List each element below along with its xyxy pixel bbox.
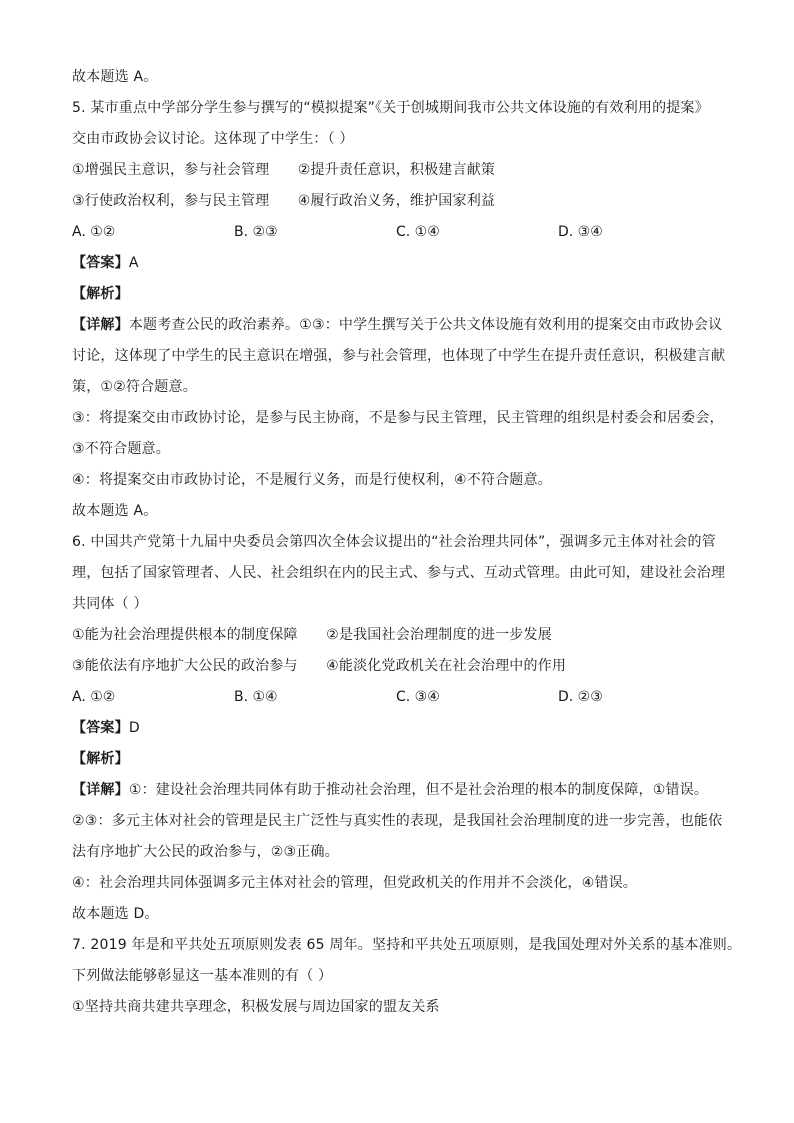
previous-conclusion: 故本题选 A。 <box>72 69 158 85</box>
analysis-tag: 【解析】 <box>72 286 129 302</box>
choice-c: C. ①④ <box>396 224 440 240</box>
question-5-detail-line-6: ④：将提案交由市政协讨论，不是履行义务，而是行使权利，④不符合题意。 <box>72 472 552 488</box>
choice-a: A. ①② <box>72 689 116 705</box>
question-5-answer <box>72 248 732 279</box>
question-7 <box>72 930 742 1023</box>
question-6-choices <box>72 682 732 713</box>
question-5-analysis-tag <box>72 279 732 310</box>
question-7-stem-line-1: 7. 2019 年是和平共处五项原则发表 65 周年。坚持和平共处五项原则，是我国处理对外关系的基本准则。 <box>72 937 742 953</box>
question-6-conclusion: 故本题选 D。 <box>72 906 159 922</box>
choice-d: D. ③④ <box>558 224 603 240</box>
question-5-conclusion: 故本题选 A。 <box>72 503 158 519</box>
question-6-answer <box>72 713 732 744</box>
question-5-detail-line-1 <box>72 310 732 341</box>
question-6-detail-line-2: ②③：多元主体对社会的管理是民主广泛性与真实性的表现，是我国社会治理制度的进一步完善，也能依 <box>72 813 723 829</box>
choice-c: C. ③④ <box>396 689 440 705</box>
question-5-statements-line-1: ①增强民主意识，参与社会管理 ②提升责任意识，积极建言献策 <box>72 162 496 178</box>
detail-tag: 【详解】 <box>72 317 129 333</box>
analysis-tag: 【解析】 <box>72 751 129 767</box>
choice-d: D. ②③ <box>558 689 603 705</box>
question-6-analysis-tag <box>72 744 732 775</box>
question-5 <box>72 93 732 527</box>
question-6-stem-line-2: 理，包括了国家管理者、人民、社会组织在内的民主式、参与式、互动式管理。由此可知，建设社会治理 <box>72 565 726 581</box>
question-6-detail-line-3: 法有序地扩大公民的政治参与，②③正确。 <box>72 844 339 860</box>
choice-a: A. ①② <box>72 224 116 240</box>
question-5-detail-line-2: 讨论，这体现了中学生的民主意识在增强，参与社会管理，也体现了中学生在提升责任意识，积极建言献 <box>72 348 726 364</box>
question-6-stem-line-3: 共同体（ ） <box>72 596 148 612</box>
detail-tag: 【详解】 <box>72 782 129 798</box>
question-5-stem-line-1: 5. 某市重点中学部分学生参与撰写的“模拟提案”《关于创城期间我市公共文体设施的有效利用的提案》 <box>72 100 709 116</box>
question-5-stem-line-2: 交由市政协会议讨论。这体现了中学生：（ ） <box>72 131 354 147</box>
question-5-detail-line-4: ③：将提案交由市政协讨论，是参与民主协商，不是参与民主管理，民主管理的组织是村委会和居委会， <box>72 410 724 426</box>
question-7-stem-line-2: 下列做法能够彰显这一基本准则的有（ ） <box>72 968 333 984</box>
question-5-choices <box>72 217 732 248</box>
question-7-statements-line-1: ①坚持共商共建共享理念，积极发展与周边国家的盟友关系 <box>72 999 440 1015</box>
question-6-detail-line-1 <box>72 775 732 806</box>
document-page <box>72 62 742 1023</box>
question-5-detail-line-5: ③不符合题意。 <box>72 441 170 457</box>
question-6-stem-line-1: 6. 中国共产党第十九届中央委员会第四次全体会议提出的“社会治理共同体”，强调多元主体对社会的管 <box>72 534 716 550</box>
question-5-detail-line-3: 策，①②符合题意。 <box>72 379 197 395</box>
question-6 <box>72 527 732 930</box>
detail-text: ①：建设社会治理共同体有助于推动社会治理，但不是社会治理的根本的制度保障，①错误。 <box>128 782 709 798</box>
question-6-detail-line-4: ④：社会治理共同体强调多元主体对社会的管理，但党政机关的作用并不会淡化，④错误。 <box>72 875 638 891</box>
answer-value: D <box>128 720 140 736</box>
answer-tag: 【答案】 <box>72 255 129 271</box>
answer-tag: 【答案】 <box>72 720 129 736</box>
choice-b: B. ①④ <box>234 689 278 705</box>
choice-b: B. ②③ <box>234 224 278 240</box>
answer-value: A <box>128 255 139 271</box>
detail-text: 本题考查公民的政治素养。①③：中学生撰写关于公共文体设施有效利用的提案交由市政协会议 <box>128 317 723 333</box>
question-5-statements-line-2: ③行使政治权利，参与民主管理 ④履行政治义务，维护国家利益 <box>72 193 496 209</box>
question-6-statements-line-2: ③能依法有序地扩大公民的政治参与 ④能淡化党政机关在社会治理中的作用 <box>72 658 567 674</box>
question-6-statements-line-1: ①能为社会治理提供根本的制度保障 ②是我国社会治理制度的进一步发展 <box>72 627 552 643</box>
